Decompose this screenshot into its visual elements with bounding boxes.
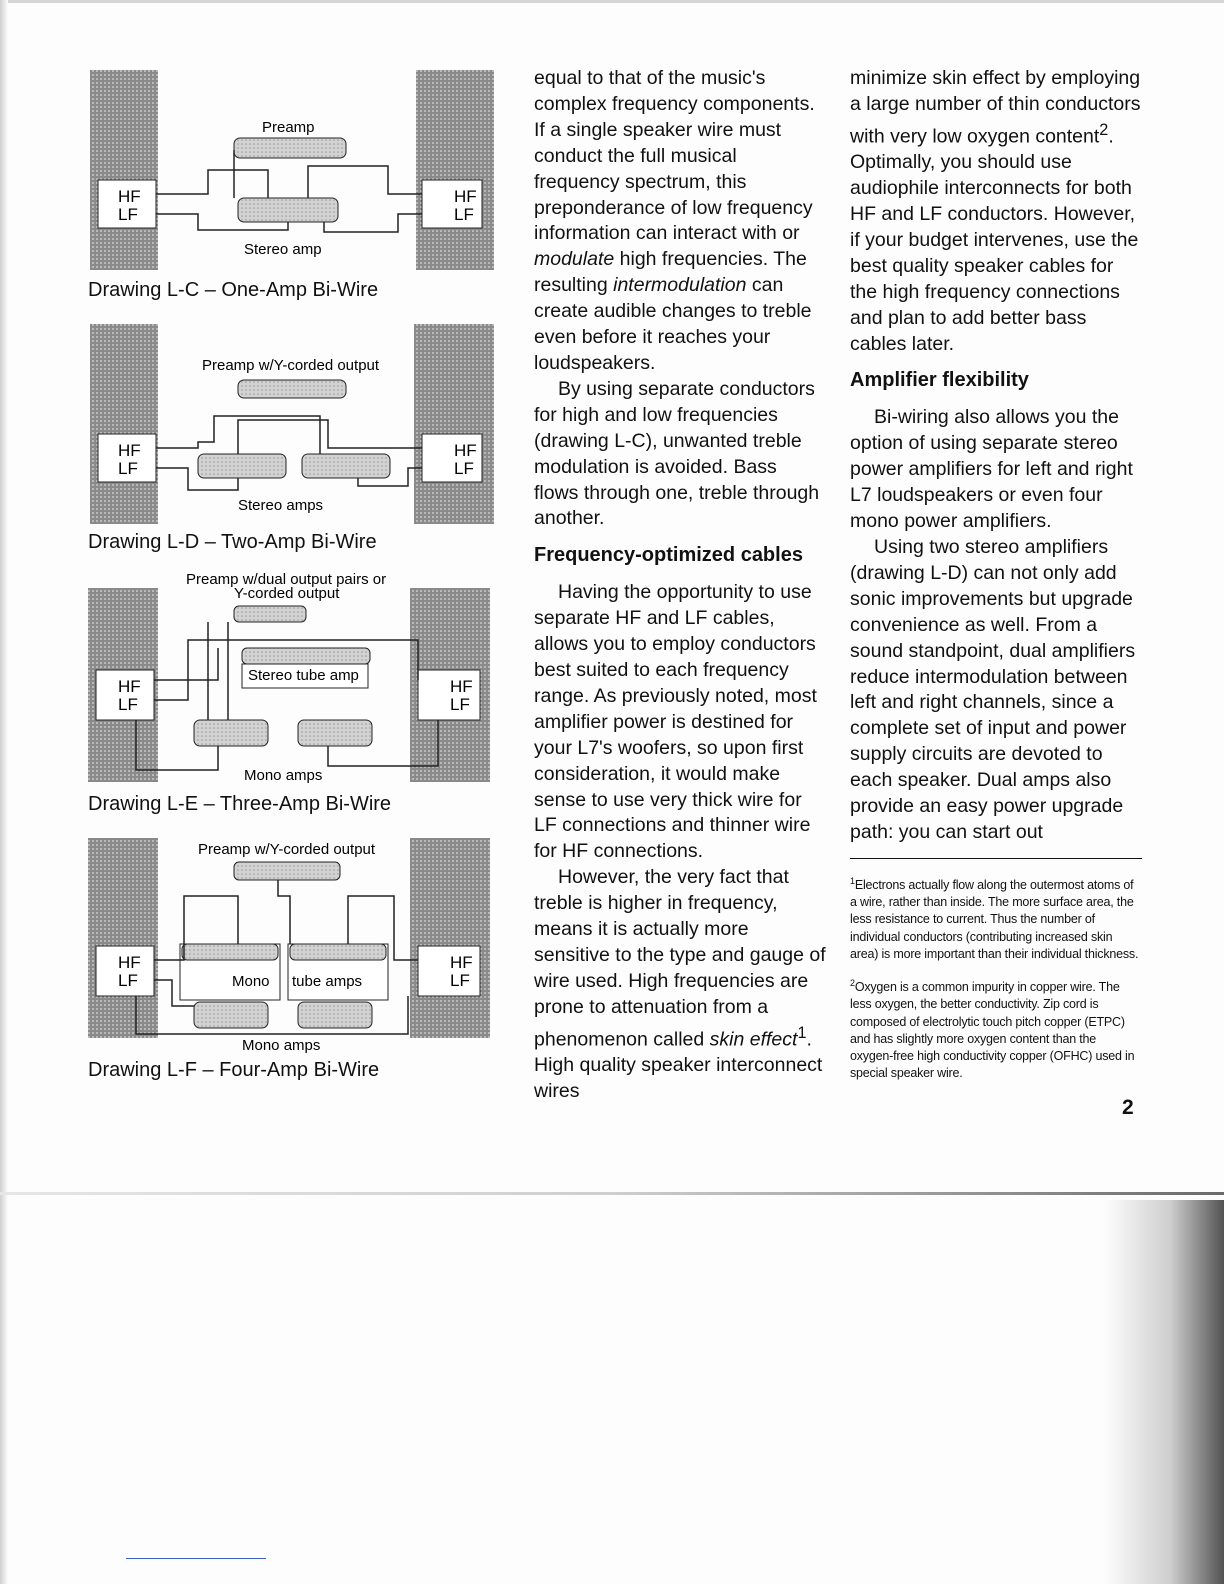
left-hf-label: HF xyxy=(118,187,141,206)
preamp-box xyxy=(234,606,306,622)
left-hf-label: HF xyxy=(118,441,141,460)
paragraph-intermodulation: equal to that of the music's complex frequency components. If a single speaker wire must conduct the full musical frequency spectrum, this preponderance of low frequency information can interact with or modulate high frequencies. The resulting intermodulation can create audible changes to treble even before it reaches your loudspeakers. xyxy=(534,67,815,374)
left-hf-label: HF xyxy=(118,953,141,972)
caption-drawing-l-e: Drawing L-E – Three-Amp Bi-Wire xyxy=(88,793,392,815)
footnote-2: $^2$Oxygen is a common impurity in copper wire. The less oxygen, the better conductivity. Zip cord is composed of electrolytic touch pitch copper (ETPC) and has slightly more oxygen content than the oxygen-free high conductivity copper (OFHC) used in special speaker wire. xyxy=(850,978,1135,1081)
mono-tube-label: Mono xyxy=(232,973,270,990)
left-lf-label: LF xyxy=(118,971,138,990)
caption-drawing-l-f: Drawing L-F – Four-Amp Bi-Wire xyxy=(88,1059,380,1081)
stereo-amp-left-box xyxy=(198,454,286,478)
left-lf-label: LF xyxy=(118,205,138,224)
diagram-one-amp-bi-wire xyxy=(88,70,498,270)
diagram-four-amp-bi-wire xyxy=(88,836,498,1056)
mono-amps-label: Mono amps xyxy=(242,1037,321,1054)
text-column-right xyxy=(850,66,1142,1094)
heading-amplifier-flexibility: Amplifier flexibility xyxy=(850,369,1029,392)
preamp-label: Preamp w/Y-corded output xyxy=(202,357,380,374)
right-hf-label: HF xyxy=(454,187,477,206)
paragraph-bi-wiring-options: Bi-wiring also allows you the option of using separate stereo power amplifiers for left and right L7 loudspeakers or even four mono power amplifiers. xyxy=(850,406,1133,533)
paragraph-two-stereo-amps: Using two stereo amplifiers (drawing L-D) can not only add sonic improvements but upgrade convenience as well. From a sound standpoint, dual amplifiers reduce intermodulation between left and right channels, since a complete set of input and power supply circuits are devoted to each speaker. Dual amps also provide an easy power upgrade path: you can start out xyxy=(850,536,1136,843)
mono-amp-right-box xyxy=(298,1002,372,1028)
caption-drawing-l-c: Drawing L-C – One-Amp Bi-Wire xyxy=(88,279,379,301)
stereo-amp-box xyxy=(238,198,338,222)
right-hf-label: HF xyxy=(450,677,473,696)
scan-fold-line xyxy=(0,1192,1224,1195)
left-hf-label: HF xyxy=(118,677,141,696)
scan-top-edge xyxy=(0,0,1224,3)
caption-drawing-l-d: Drawing L-D – Two-Amp Bi-Wire xyxy=(88,531,377,553)
stereo-tube-amp-label: Stereo tube amp xyxy=(248,667,359,684)
stereo-amp-right-box xyxy=(302,454,390,478)
left-speaker-panel xyxy=(88,838,158,1038)
right-hf-label: HF xyxy=(450,953,473,972)
right-lf-label: LF xyxy=(454,205,474,224)
mono-amp-left-box xyxy=(194,720,268,746)
right-lf-label: LF xyxy=(454,459,474,478)
left-speaker-panel xyxy=(90,324,158,524)
paragraph-skin-effect: However, the very fact that treble is higher in frequency, means it is actually more sensitive to the type and gauge of wire used. High frequencies are prone to attenuation from a phenomenon called skin effect$^1$. High quality speaker interconnect wires xyxy=(534,866,826,1103)
footnote-1: $^1$Electrons actually flow along the outermost atoms of a wire, rather than inside. The more surface area, the less resistance to current. Thus the number of individual conductors (contributing increased skin area) is more important than their individual thickness. xyxy=(850,875,1139,961)
paragraph-hf-lf-cables: Having the opportunity to use separate HF and LF cables, allows you to employ conductors best suited to each frequency range. As previously noted, most amplifier power is destined for your L7's woofers, so upon first consideration, it would make sense to use very thick wire for LF connections and thinner wire for HF connections. xyxy=(534,581,817,863)
preamp-box xyxy=(234,138,346,158)
paragraph-thin-conductors: minimize skin effect by employing a large number of thin conductors with very low oxygen content$^2$. Optimally, you should use audiophile interconnects for both HF and LF conductors. However, if your budget intervenes, use the best quality speaker cables for the high frequency connections and plan to add better bass cables later. xyxy=(850,67,1141,355)
mono-amps-label: Mono amps xyxy=(244,767,323,784)
mono-amp-left-box xyxy=(194,1002,268,1028)
left-lf-label: LF xyxy=(118,459,138,478)
preamp-box xyxy=(234,862,340,880)
right-hf-label: HF xyxy=(454,441,477,460)
scan-blue-mark xyxy=(126,1558,266,1559)
left-speaker-panel xyxy=(90,70,158,270)
right-speaker-panel xyxy=(416,70,494,270)
diagram-three-amp-bi-wire xyxy=(88,570,498,784)
heading-frequency-optimized-cables: Frequency-optimized cables xyxy=(534,544,803,567)
mono-amp-right-box xyxy=(298,720,372,746)
right-lf-label: LF xyxy=(450,971,470,990)
stereo-amp-label: Stereo amp xyxy=(244,241,322,258)
right-speaker-panel xyxy=(410,838,490,1038)
tube-amps-label: tube amps xyxy=(292,973,363,990)
preamp-label: Preamp xyxy=(262,119,315,136)
preamp-label: Preamp w/Y-corded output xyxy=(198,841,376,858)
preamp-label: Preamp w/dual output pairs or xyxy=(186,571,387,588)
scan-shadow xyxy=(1104,1200,1224,1584)
text-column-middle xyxy=(534,66,826,1105)
page-number: 2 xyxy=(1122,1096,1134,1119)
stereo-amps-label: Stereo amps xyxy=(238,497,324,514)
left-lf-label: LF xyxy=(118,695,138,714)
scan-left-edge xyxy=(0,0,8,1584)
right-lf-label: LF xyxy=(450,695,470,714)
paragraph-separate-conductors: By using separate conductors for high and low frequencies (drawing L-C), unwanted treble modulation is avoided. Bass flows through one, treble through another. xyxy=(534,377,820,530)
right-speaker-panel xyxy=(414,324,494,524)
preamp-label-2: Y-corded output xyxy=(234,585,340,602)
preamp-box xyxy=(238,380,346,398)
footnotes xyxy=(850,858,1142,1083)
diagram-two-amp-bi-wire xyxy=(88,324,498,524)
